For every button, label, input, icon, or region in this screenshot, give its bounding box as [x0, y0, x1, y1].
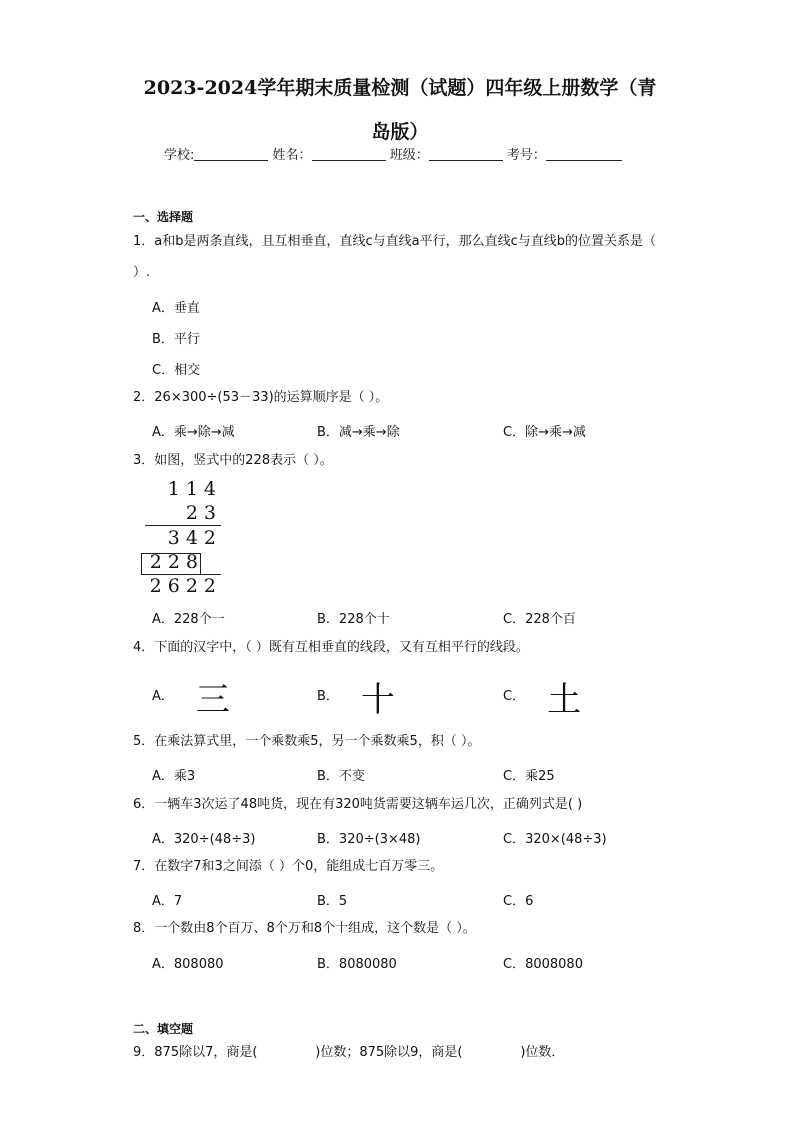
- q1-option-c[interactable]: C．相交: [152, 363, 201, 378]
- q7-option-b[interactable]: B．5: [317, 894, 348, 909]
- class-blank[interactable]: [429, 148, 503, 161]
- q5-option-c[interactable]: C．乘25: [503, 769, 555, 784]
- title-line-1: 2023-2024学年期末质量检测（试题）四年级上册数学（青: [143, 77, 657, 99]
- q3-option-b[interactable]: B．228个十: [317, 612, 390, 627]
- char-shi: 十: [360, 680, 395, 720]
- q6-option-a[interactable]: A．320÷(48÷3): [152, 832, 256, 847]
- q3-option-c[interactable]: C．228个百: [503, 612, 576, 627]
- q6-option-c[interactable]: C．320×(48÷3): [503, 832, 607, 847]
- q4-option-b[interactable]: [317, 672, 395, 721]
- q7-option-c[interactable]: C．6: [503, 894, 534, 909]
- q2-option-a[interactable]: A．乘→除→减: [152, 425, 235, 440]
- calc-highlight-box: [141, 553, 201, 575]
- calc-row-multiplicand: 114: [167, 478, 222, 500]
- q8-option-c[interactable]: C．8008080: [503, 957, 583, 972]
- name-blank[interactable]: [312, 148, 386, 161]
- q2-option-b[interactable]: B．减→乘→除: [317, 425, 400, 440]
- calc-row-partial-1: 342: [167, 527, 222, 549]
- exam-no-blank[interactable]: [546, 148, 622, 161]
- q4-option-a-label: A．: [152, 689, 174, 704]
- q2-option-c[interactable]: C．除→乘→减: [503, 425, 586, 440]
- q3-option-a[interactable]: A．228个一: [152, 612, 225, 627]
- q4-option-b-label: B．: [317, 689, 339, 704]
- q4-option-c[interactable]: [503, 672, 581, 721]
- calc-row-product: 2622: [149, 575, 222, 597]
- q7-option-a[interactable]: A．7: [152, 894, 183, 909]
- exam-no-label: 考号：: [506, 148, 546, 163]
- question-6: 6．一辆车3次运了48吨货，现在有320吨货需要这辆车运几次，正确列式是( ): [133, 797, 583, 812]
- q1-option-b[interactable]: B．平行: [152, 332, 200, 347]
- calc-row-multiplier: 23: [185, 502, 222, 524]
- section-heading-fill: 二、填空题: [133, 1022, 194, 1036]
- question-8: 8．一个数由8个百万、8个万和8个十组成，这个数是（ ）。: [133, 921, 476, 936]
- char-tu: 土: [547, 680, 582, 720]
- section-heading-choice: 一、选择题: [133, 210, 194, 224]
- q5-option-a[interactable]: A．乘3: [152, 769, 196, 784]
- question-7: 7．在数字7和3之间添（ ）个0，能组成七百万零三。: [133, 859, 444, 874]
- school-blank[interactable]: [194, 148, 268, 161]
- question-2: 2．26×300÷(53－33)的运算顺序是（ ）。: [133, 390, 389, 405]
- title-line-2: 岛版）: [371, 121, 429, 143]
- question-1: 1．a和b是两条直线，且互相垂直，直线c与直线a平行，那么直线c与直线b的位置关系是（ ）.: [133, 234, 657, 280]
- char-san: 三: [195, 680, 230, 720]
- question-9: 9．875除以7，商是( )位数；875除以9，商是( )位数．: [133, 1045, 565, 1060]
- q8-option-b[interactable]: B．8080080: [317, 957, 397, 972]
- q4-option-a[interactable]: [152, 672, 230, 721]
- calc-line-1: [145, 525, 221, 526]
- q1-option-a[interactable]: A．垂直: [152, 301, 200, 316]
- class-label: 班级：: [389, 148, 429, 163]
- name-label: 姓名：: [272, 148, 312, 163]
- question-4: 4．下面的汉字中，（ ）既有互相垂直的线段，又有互相平行的线段。: [133, 640, 529, 655]
- calc-row-partial-2: 228: [149, 551, 204, 573]
- school-label: 学校:: [164, 148, 195, 163]
- q4-option-c-label: C．: [503, 689, 526, 704]
- q6-option-b[interactable]: B．320÷(3×48): [317, 832, 421, 847]
- q8-option-a[interactable]: A．808080: [152, 957, 224, 972]
- page-title: [120, 66, 680, 154]
- student-info-line: [164, 144, 644, 163]
- question-5: 5．在乘法算式里，一个乘数乘5，另一个乘数乘5，积（ ）。: [133, 734, 481, 749]
- q5-option-b[interactable]: B．不变: [317, 769, 365, 784]
- question-3: 3．如图，竖式中的228表示（ ）。: [133, 453, 333, 468]
